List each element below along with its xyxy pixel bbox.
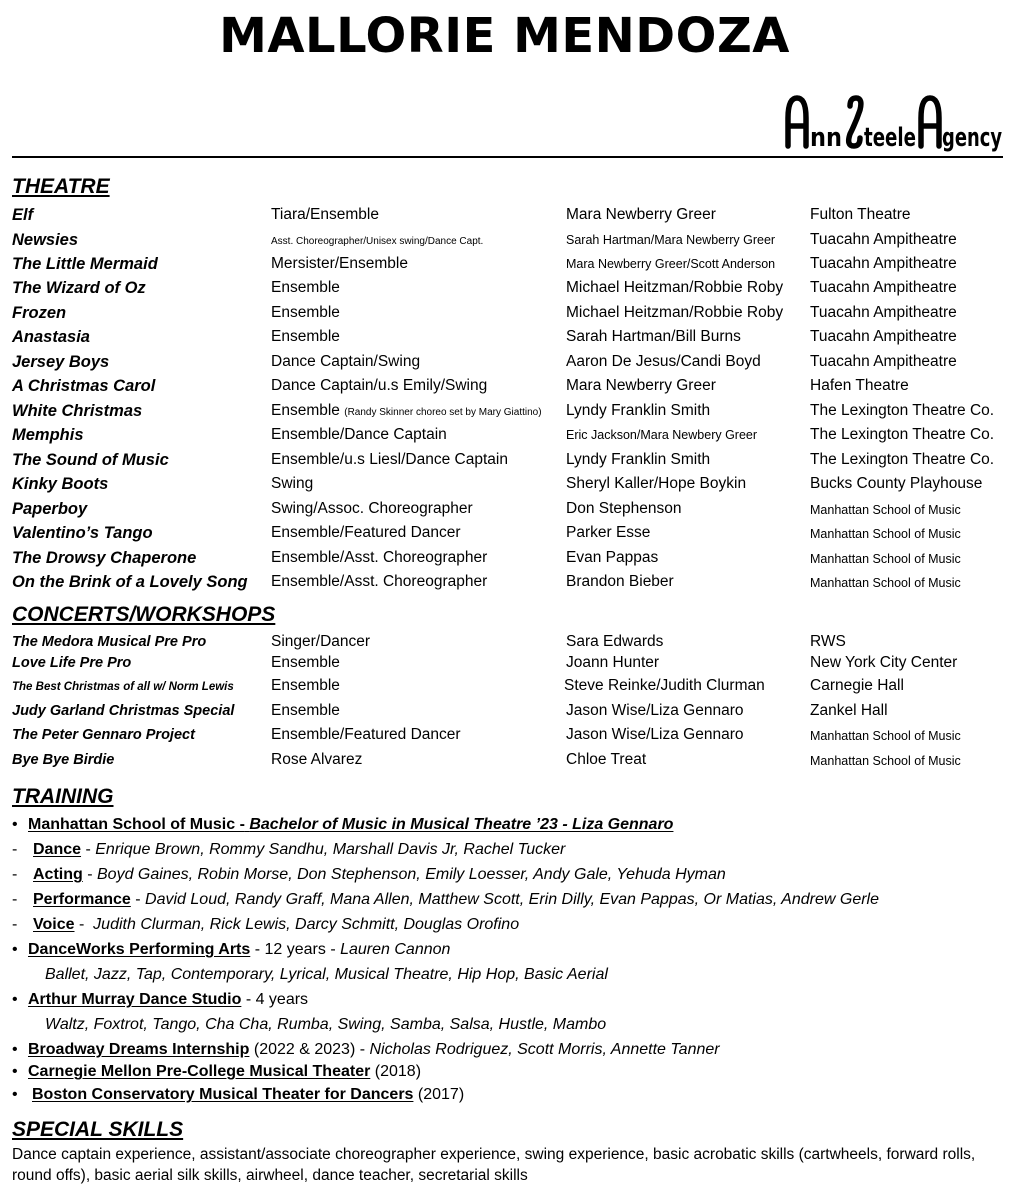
credit-director: Jason Wise/Liza Gennaro [566,702,744,719]
training-item-boston [12,1084,464,1106]
credit-director: Eric Jackson/Mara Newbery Greer [566,428,758,442]
credit-row [0,700,1009,722]
credit-role: Dance Captain/Swing [271,353,421,370]
credit-director: Michael Heitzman/Robbie Roby [566,304,784,321]
training-school: Manhattan School of Music - [28,816,245,833]
credit-title: Newsies [12,231,79,249]
credit-title: The Best Christmas of all w/ Norm Lewis [12,681,234,693]
bullet-icon: • [12,1041,18,1058]
credit-title: The Drowsy Chaperone [12,549,197,567]
header-divider [12,156,1003,158]
training-years: (2022 & 2023) - [253,1041,366,1058]
training-degree: Bachelor of Music in Musical Theatre ’23 - Liza Gennaro [249,816,674,833]
credit-role [271,400,542,424]
credit-venue: Tuacahn Ampitheatre [810,353,957,370]
credit-title: The Sound of Music [12,451,169,469]
credit-director: Evan Pappas [566,549,659,566]
bullet-icon: • [12,941,18,958]
credit-title: Bye Bye Birdie [12,752,115,768]
credit-director: Sara Edwards [566,633,664,650]
training-teachers: Enrique Brown, Rommy Sandhu, Marshall Davis Jr, Rachel Tucker [95,841,566,858]
credit-role: Mersister/Ensemble [271,255,408,272]
credit-role: Rose Alvarez [271,751,363,768]
credit-row [0,724,1009,746]
skills-heading: SPECIAL SKILLS [12,1118,184,1141]
training-item-broadway-dreams [12,1039,720,1061]
credit-director: Joann Hunter [566,654,660,671]
credit-director: Sarah Hartman/Bill Burns [566,328,741,345]
skills-text: Dance captain experience, assistant/associate choreographer experience, swing experience, basic acrobatic skills (cartwheels, forward rolls, round offs), basic aerial silk skills, airwheel, dance teacher, secretarial skills [12,1146,976,1184]
credit-director: Don Stephenson [566,500,682,517]
credit-venue: Manhattan School of Music [810,552,961,566]
credit-role: Tiara/Ensemble [271,206,379,223]
agency-logo [784,92,1006,152]
credit-title: The Medora Musical Pre Pro [12,634,207,650]
credit-role: Ensemble [271,654,340,671]
credit-row [0,302,1009,324]
credit-title: Judy Garland Christmas Special [12,703,235,719]
training-school: DanceWorks Performing Arts [28,941,251,958]
svg-text:nn: nn [810,123,842,152]
training-item-msm [12,814,673,836]
credit-director: Mara Newberry Greer/Scott Anderson [566,257,776,271]
credit-role: Ensemble/Asst. Choreographer [271,549,488,566]
credit-row [0,253,1009,275]
credit-director: Steve Reinke/Judith Clurman [564,677,765,694]
training-teachers: Nicholas Rodriguez, Scott Morris, Annette Tanner [369,1041,720,1058]
credit-title: The Peter Gennaro Project [12,727,195,743]
credit-director: Lyndy Franklin Smith [566,402,711,419]
credit-title: Paperboy [12,500,88,518]
credit-role: Ensemble [271,304,340,321]
credit-venue: Manhattan School of Music [810,503,961,517]
credit-title: Frozen [12,304,67,322]
training-item-danceworks [12,939,450,961]
training-teachers: David Loud, Randy Graff, Mana Allen, Matthew Scott, Erin Dilly, Evan Pappas, Or Matias, Andrew Gerle [145,891,879,908]
credit-role: Ensemble/Featured Dancer [271,524,461,541]
credit-role: Ensemble [271,677,340,694]
credit-row [0,229,1009,251]
credit-director: Aaron De Jesus/Candi Boyd [566,353,761,370]
training-subject-row: - Dance - Enrique Brown, Rommy Sandhu, Marshall Davis Jr, Rachel Tucker [12,839,565,861]
credit-role: Dance Captain/u.s Emily/Swing [271,377,488,394]
credit-venue: RWS [810,633,846,650]
credit-director: Sheryl Kaller/Hope Boykin [566,475,747,492]
credit-role-text: Ensemble [271,402,340,419]
credit-title: On the Brink of a Lovely Song [12,573,248,591]
credit-director: Brandon Bieber [566,573,674,590]
training-subject: Acting [33,866,83,883]
bullet-icon: • [12,991,18,1008]
credit-venue: Manhattan School of Music [810,729,961,743]
credit-role: Ensemble [271,702,340,719]
credit-title: The Wizard of Oz [12,279,146,297]
credit-title: Valentino’s Tango [12,524,153,542]
training-item-arthur-murray [12,989,308,1011]
credit-venue: Hafen Theatre [810,377,909,394]
training-school: Boston Conservatory Musical Theater for Dancers [32,1086,414,1103]
training-years: - 4 years [245,991,309,1008]
training-subject-row: - Voice - Judith Clurman, Rick Lewis, Darcy Schmitt, Douglas Orofino [12,914,519,936]
bullet-icon: • [12,1086,18,1103]
credit-venue: Tuacahn Ampitheatre [810,255,957,272]
training-school: Arthur Murray Dance Studio [28,991,242,1008]
training-school: Carnegie Mellon Pre-College Musical Theater [28,1063,371,1080]
credit-role: Ensemble [271,279,340,296]
credit-director: Mara Newberry Greer [566,377,716,394]
credit-row [0,204,1009,226]
credit-title: Jersey Boys [12,353,110,371]
svg-text:teele: teele [864,123,916,152]
credit-director: Mara Newberry Greer [566,206,716,223]
credit-venue: The Lexington Theatre Co. [810,402,995,419]
credit-row [0,522,1009,544]
credit-venue: New York City Center [810,654,958,671]
credit-title: White Christmas [12,402,143,420]
credit-venue: Tuacahn Ampitheatre [810,231,957,248]
credit-title: Memphis [12,426,84,444]
credit-title: Kinky Boots [12,475,109,493]
credit-venue: Tuacahn Ampitheatre [810,279,957,296]
dash-icon: - [12,866,18,883]
bullet-icon: • [12,816,18,833]
concerts-heading: CONCERTS/WORKSHOPS [12,603,276,626]
training-styles: Ballet, Jazz, Tap, Contemporary, Lyrical, Musical Theatre, Hip Hop, Basic Aerial [45,966,608,983]
credit-venue: Manhattan School of Music [810,754,961,768]
credit-row [0,498,1009,520]
dash-icon: - [12,841,18,858]
training-teachers: Judith Clurman, Rick Lewis, Darcy Schmitt, Douglas Orofino [93,916,520,933]
credit-director: Michael Heitzman/Robbie Roby [566,279,784,296]
credit-venue: Manhattan School of Music [810,576,961,590]
credit-row [0,424,1009,446]
credit-venue: The Lexington Theatre Co. [810,451,995,468]
credit-role: Ensemble/Asst. Choreographer [271,573,488,590]
credit-title: Elf [12,206,34,224]
credit-director: Jason Wise/Liza Gennaro [566,726,744,743]
credit-row [0,326,1009,348]
credit-director: Sarah Hartman/Mara Newberry Greer [566,233,776,247]
theatre-heading: THEATRE [12,175,110,198]
credit-row [0,473,1009,495]
training-years: - 12 years - [254,941,336,958]
bullet-icon: • [12,1063,18,1080]
credit-venue: Tuacahn Ampitheatre [810,304,957,321]
training-years: (2017) [417,1086,465,1103]
credit-row [0,749,1009,771]
credit-venue: Carnegie Hall [810,677,904,694]
dash-icon: - [12,916,18,933]
credit-venue: Zankel Hall [810,702,888,719]
training-subject: Performance [33,891,131,908]
credit-director: Lyndy Franklin Smith [566,451,711,468]
training-styles: Waltz, Foxtrot, Tango, Cha Cha, Rumba, Swing, Samba, Salsa, Hustle, Mambo [45,1016,607,1033]
credit-venue: The Lexington Theatre Co. [810,426,995,443]
training-subject-row: - Performance - David Loud, Randy Graff, Mana Allen, Matthew Scott, Erin Dilly, Evan Pappas, Or Matias, Andrew Gerle [12,889,879,911]
credit-venue: Bucks County Playhouse [810,475,983,492]
training-school: Broadway Dreams Internship [28,1041,250,1058]
credit-title: A Christmas Carol [12,377,156,395]
training-heading: TRAINING [12,785,114,808]
credit-role: Ensemble/Dance Captain [271,426,447,443]
credit-role: Singer/Dancer [271,633,371,650]
credit-venue: Manhattan School of Music [810,527,961,541]
credit-role-note: (Randy Skinner choreo set by Mary Giattino) [344,407,542,418]
credit-director: Parker Esse [566,524,651,541]
training-subject: Voice [33,916,75,933]
credit-venue: Fulton Theatre [810,206,911,223]
training-item-cmu [12,1061,421,1083]
credit-role: Ensemble [271,328,340,345]
training-years: (2018) [374,1063,422,1080]
credit-title: Love Life Pre Pro [12,655,132,671]
performer-name: MALLORIE MENDOZA [219,8,790,64]
training-teachers: Boyd Gaines, Robin Morse, Don Stephenson, Emily Loesser, Andy Gale, Yehuda Hyman [97,866,726,883]
training-subject: Dance [33,841,82,858]
credit-row [0,547,1009,569]
credit-venue: Tuacahn Ampitheatre [810,328,957,345]
training-teacher: Lauren Cannon [340,941,451,958]
credit-role: Swing [271,475,314,492]
dash-icon: - [12,891,18,908]
credit-role: Asst. Choreographer/Unisex swing/Dance Capt. [271,236,484,247]
credit-row [0,675,1009,697]
credit-row [0,375,1009,397]
credit-row [0,631,1009,653]
credit-title: The Little Mermaid [12,255,158,273]
credit-row [0,400,1009,422]
training-subject-row: - Acting - Boyd Gaines, Robin Morse, Don Stephenson, Emily Loesser, Andy Gale, Yehuda Hyman [12,864,726,886]
credit-role: Swing/Assoc. Choreographer [271,500,473,517]
credit-director: Chloe Treat [566,751,647,768]
credit-title: Anastasia [12,328,90,346]
svg-text:gency: gency [942,123,1002,152]
credit-role: Ensemble/u.s Liesl/Dance Captain [271,451,508,468]
credit-row [0,351,1009,373]
credit-row [0,571,1009,593]
credit-row [0,449,1009,471]
credit-row [0,652,1009,674]
credit-role: Ensemble/Featured Dancer [271,726,461,743]
credit-row [0,277,1009,299]
